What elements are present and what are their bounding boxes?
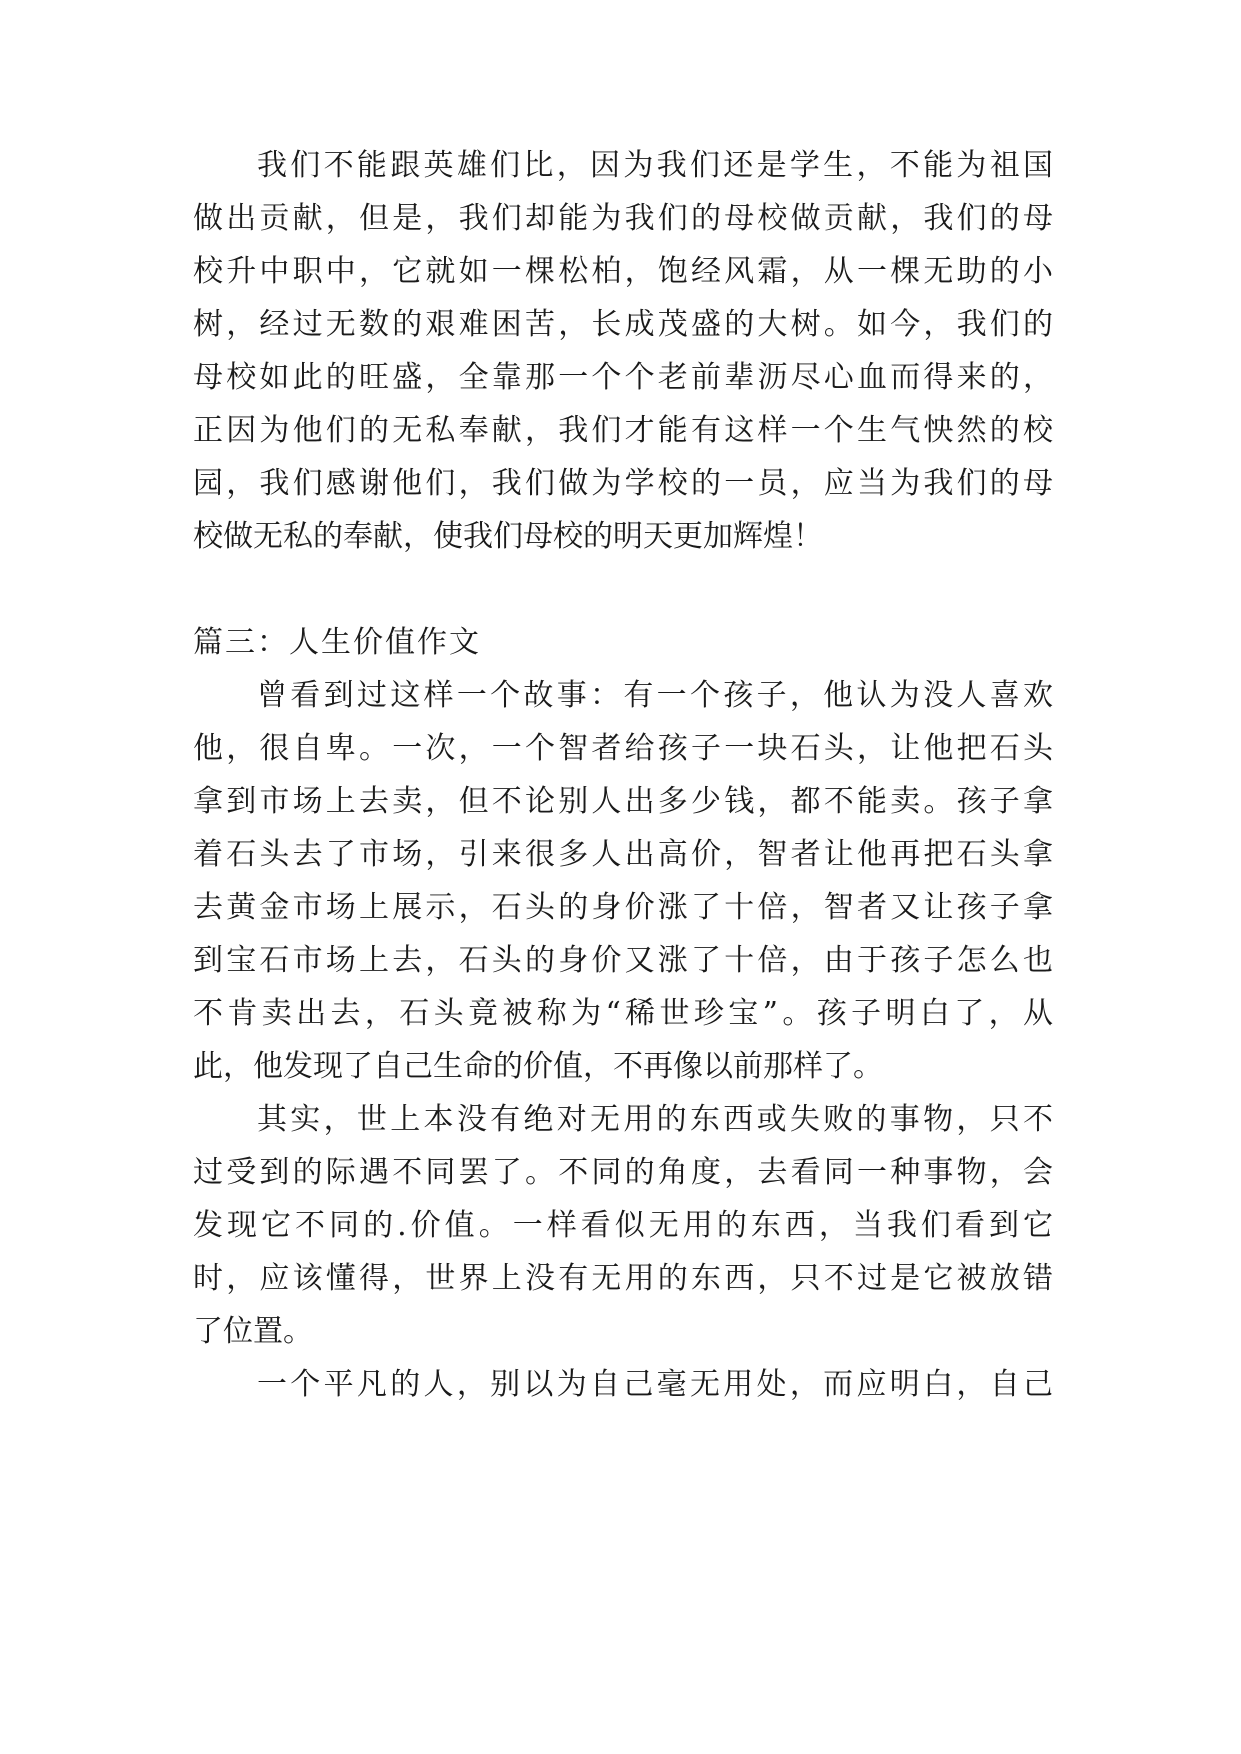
paragraph-1-line-7: 园，我们感谢他们，我们做为学校的一员，应当为我们的母 — [193, 466, 1053, 501]
paragraph-1-line-6: 正因为他们的无私奉献，我们才能有这样一个生气怏然的校 — [193, 413, 1053, 448]
paragraph-1-line-3: 校升中职中，它就如一棵松柏，饱经风霜，从一棵无助的小 — [193, 254, 1053, 289]
paragraph-2-line-5: 去黄金市场上展示，石头的身价涨了十倍，智者又让孩子拿 — [193, 890, 1053, 925]
section-heading: 篇三：人生价值作文 — [193, 625, 481, 660]
paragraph-1-line-5: 母校如此的旺盛，全靠那一个个老前辈沥尽心血而得来的， — [193, 360, 1053, 395]
paragraph-2-line-8: 此，他发现了自己生命的价值，不再像以前那样了。 — [193, 1049, 883, 1084]
paragraph-3-line-2: 过受到的际遇不同罢了。不同的角度，去看同一种事物，会 — [193, 1155, 1053, 1190]
paragraph-2-line-7: 不肯卖出去，石头竟被称为“稀世珍宝”。孩子明白了，从 — [193, 996, 1053, 1031]
paragraph-2-line-3: 拿到市场上去卖，但不论别人出多少钱，都不能卖。孩子拿 — [193, 784, 1053, 819]
paragraph-1-line-4: 树，经过无数的艰难困苦，长成茂盛的大树。如今，我们的 — [193, 307, 1053, 342]
paragraph-4-line-1: 一个平凡的人，别以为自己毫无用处，而应明白，自己 — [257, 1367, 1053, 1402]
paragraph-3-line-3: 发现它不同的.价值。一样看似无用的东西，当我们看到它 — [193, 1208, 1053, 1243]
paragraph-2-line-4: 着石头去了市场，引来很多人出高价，智者让他再把石头拿 — [193, 837, 1053, 872]
paragraph-3-line-4: 时，应该懂得，世界上没有无用的东西，只不过是它被放错 — [193, 1261, 1053, 1296]
paragraph-2-line-1: 曾看到过这样一个故事：有一个孩子，他认为没人喜欢 — [257, 678, 1053, 713]
paragraph-1-line-1: 我们不能跟英雄们比，因为我们还是学生，不能为祖国 — [257, 148, 1053, 183]
paragraph-3-line-1: 其实，世上本没有绝对无用的东西或失败的事物，只不 — [257, 1102, 1053, 1137]
paragraph-3-line-5: 了位置。 — [193, 1314, 313, 1349]
paragraph-1-line-2: 做出贡献，但是，我们却能为我们的母校做贡献，我们的母 — [193, 201, 1053, 236]
paragraph-2-line-6: 到宝石市场上去，石头的身价又涨了十倍，由于孩子怎么也 — [193, 943, 1053, 978]
paragraph-1-line-8: 校做无私的奉献，使我们母校的明天更加辉煌！ — [193, 519, 823, 554]
paragraph-2-line-2: 他，很自卑。一次，一个智者给孩子一块石头，让他把石头 — [193, 731, 1053, 766]
